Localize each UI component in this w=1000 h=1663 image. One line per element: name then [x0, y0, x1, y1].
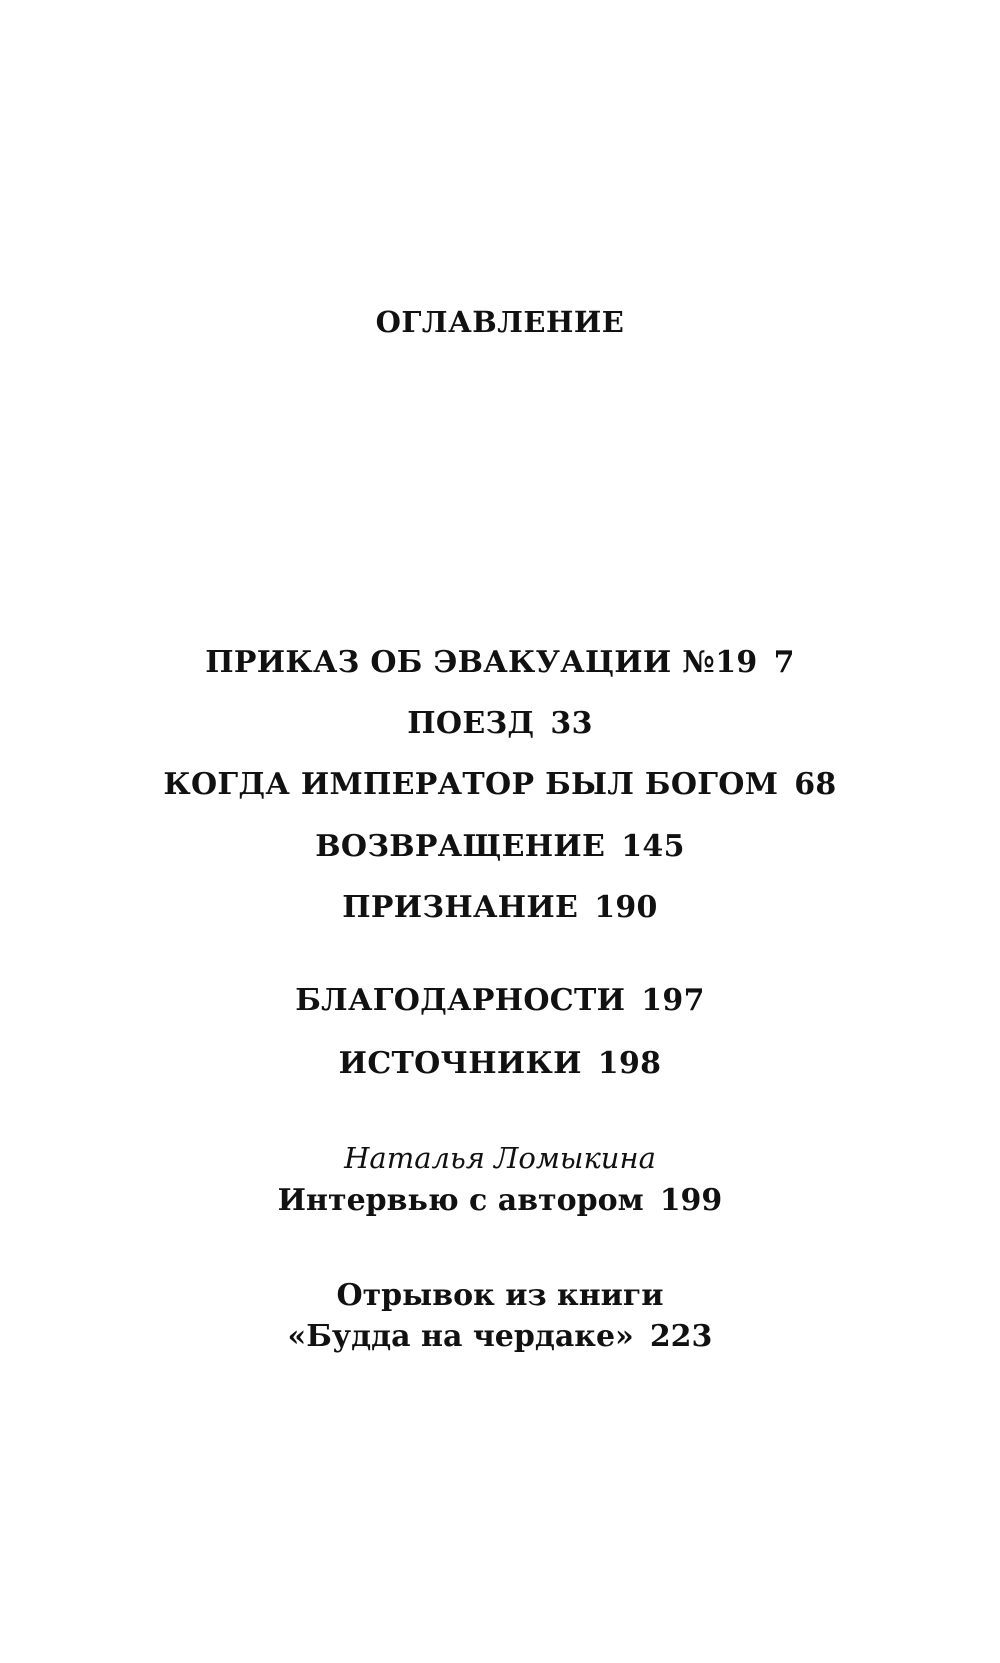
toc-entry-title: ПРИКАЗ ОБ ЭВАКУАЦИИ №19: [205, 645, 758, 680]
toc-entry-title: «Будда на чердаке»: [287, 1319, 634, 1354]
toc-entry-page: 197: [641, 983, 705, 1018]
toc-entry-chapter-1: [0, 645, 1000, 680]
interview-author: Наталья Ломыкина: [344, 1141, 656, 1175]
toc-entry-page: 7: [773, 645, 795, 680]
excerpt-line-1: Отрывок из книги: [336, 1278, 664, 1313]
toc-entry-page: 198: [597, 1046, 662, 1081]
toc-entry-page: 68: [794, 767, 837, 802]
toc-entry-title: ПОЕЗД: [407, 706, 535, 741]
toc-entry-title: БЛАГОДАРНОСТИ: [295, 983, 626, 1018]
toc-entry-page: 145: [621, 829, 685, 864]
toc-entry-chapter-4: [0, 829, 1000, 864]
toc-entry-acknowledgements: [0, 983, 1000, 1018]
toc-entry-interview: [0, 1183, 1000, 1218]
toc-entry-page: 223: [649, 1319, 713, 1354]
toc-entry-page: 33: [550, 706, 593, 741]
toc-entry-title: ИСТОЧНИКИ: [338, 1046, 582, 1081]
toc-entry-chapter-3: [0, 767, 1000, 802]
toc-entry-page: 199: [659, 1183, 723, 1218]
toc-entry-title: Интервью с автором: [277, 1183, 644, 1218]
toc-entry-page: 190: [594, 890, 658, 925]
toc-entry-title: ПРИЗНАНИЕ: [342, 890, 579, 925]
toc-entry-chapter-2: [0, 706, 1000, 741]
toc-entry-sources: [0, 1046, 1000, 1081]
toc-heading: ОГЛАВЛЕНИЕ: [375, 305, 625, 339]
toc-entry-title: ВОЗВРАЩЕНИЕ: [315, 829, 606, 864]
toc-entry-title: КОГДА ИМПЕРАТОР БЫЛ БОГОМ: [163, 767, 779, 802]
toc-entry-excerpt: [0, 1319, 1000, 1354]
toc-entry-chapter-5: [0, 890, 1000, 925]
